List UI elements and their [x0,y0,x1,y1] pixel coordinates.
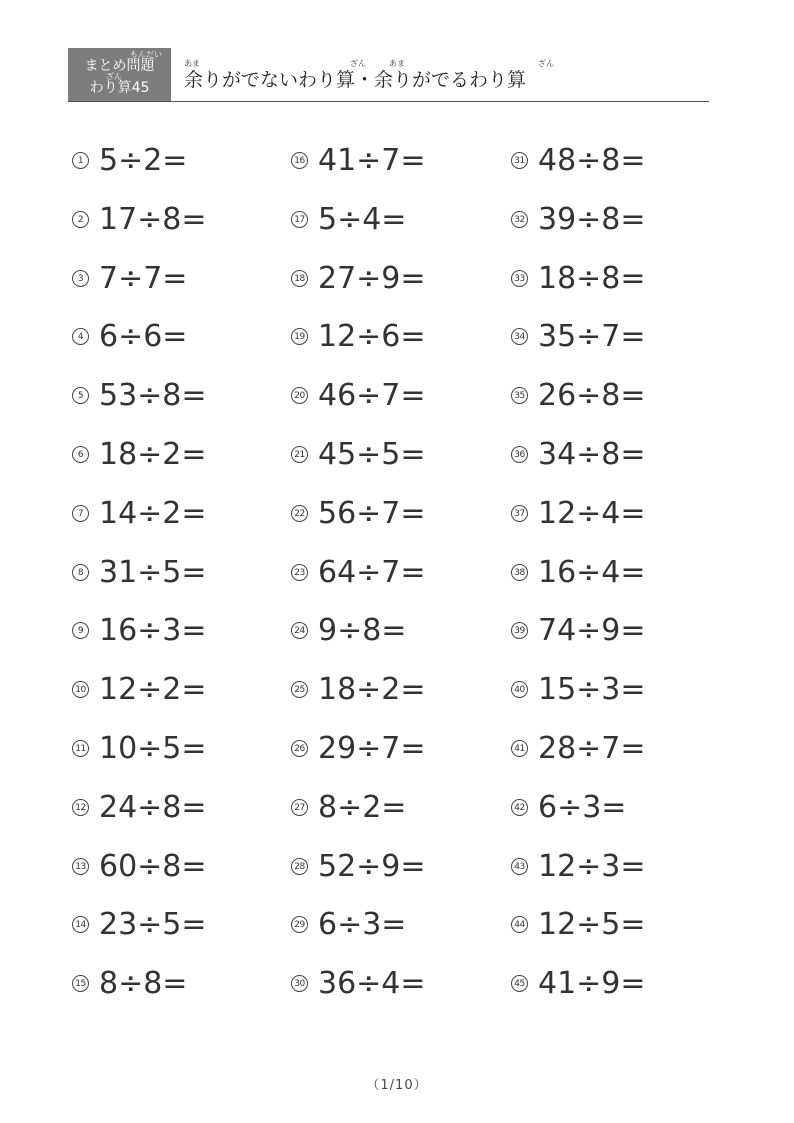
problem-expression: 28÷7= [538,731,646,766]
problem-number: 30 [291,975,308,992]
problem-expression: 41÷7= [318,143,426,178]
problem-expression: 12÷5= [538,907,646,943]
problem-number: 23 [291,564,308,581]
problem-expression: 12÷4= [538,495,646,531]
problem-expression: 18÷2= [318,672,426,708]
worksheet-title: 余りがでないわり算・余りがでるわり算 [184,69,527,91]
problem-number: 28 [291,858,308,875]
badge-line-warizan: わり算45 [89,80,150,96]
title-ruby-ama-1: あま [184,59,200,68]
problem-expression: 8÷8= [99,966,188,1002]
problem-number: 7 [72,505,89,522]
problem-number: 31 [511,152,528,169]
problem-number: 20 [291,387,308,404]
problem-expression: 12÷2= [99,672,207,708]
problem-number: 38 [511,564,528,581]
problem-expression: 8÷2= [318,789,407,825]
problem-number: 11 [72,740,89,757]
problem-number: 26 [291,740,308,757]
problem-number: 42 [511,799,528,816]
title-ruby-ama-2: あま [389,59,405,68]
problem-number: 5 [72,387,89,404]
problem-expression: 16÷3= [99,613,207,649]
problem-number: 22 [291,505,308,522]
problem-number: 21 [291,446,308,463]
problem-expression: 26÷8= [538,378,646,414]
problem-expression: 53÷8= [99,378,207,414]
problem-number: 19 [291,328,308,345]
problem-expression: 6÷6= [99,319,188,355]
problem-number: 34 [511,328,528,345]
problem-expression: 45÷5= [318,437,426,472]
problem-expression: 6÷3= [538,789,627,825]
title-ruby-zan-2: ざん [538,59,554,68]
problem-number: 43 [511,858,528,875]
problem-number: 35 [511,387,528,404]
problem-expression: 5÷4= [318,201,407,237]
problem-number: 32 [511,211,528,228]
problem-expression: 39÷8= [538,201,646,237]
problem-number: 18 [291,270,308,287]
problem-expression: 24÷8= [99,789,207,825]
problem-number: 41 [511,740,528,757]
problem-number: 10 [72,681,89,698]
problem-expression: 10÷5= [99,731,207,766]
problem-expression: 12÷3= [538,848,646,884]
problem-number: 12 [72,799,89,816]
problem-number: 15 [72,975,89,992]
problem-expression: 16÷4= [538,554,646,590]
problem-expression: 74÷9= [538,613,646,649]
problem-expression: 36÷4= [318,966,426,1002]
problem-number: 44 [511,916,528,933]
problem-expression: 64÷7= [318,554,426,590]
problem-expression: 60÷8= [99,848,207,884]
problem-expression: 46÷7= [318,378,426,414]
problem-number: 29 [291,916,308,933]
problem-expression: 31÷5= [99,554,207,590]
problem-number: 33 [511,270,528,287]
page-number: （1/10） [366,1078,428,1093]
problem-number: 9 [72,622,89,639]
title-ruby-zan-1: ざん [350,59,366,68]
problem-expression: 52÷9= [318,848,426,884]
problem-expression: 9÷8= [318,613,407,649]
problem-expression: 29÷7= [318,731,426,766]
badge-line-matome: まとめ問題 [84,58,155,74]
problem-number: 37 [511,505,528,522]
problem-expression: 35÷7= [538,319,646,355]
problem-number: 16 [291,152,308,169]
problem-expression: 7÷7= [99,260,188,296]
problem-expression: 15÷3= [538,672,646,708]
problem-number: 45 [511,975,528,992]
problem-expression: 5÷2= [99,143,188,178]
problem-expression: 12÷6= [318,319,426,355]
badge-ruby-zan: ざん [106,72,122,81]
badge-ruby-mondai: もんだい [130,50,162,59]
problem-number: 6 [72,446,89,463]
problem-expression: 27÷9= [318,260,426,296]
problem-number: 27 [291,799,308,816]
problem-expression: 6÷3= [318,907,407,943]
problem-number: 25 [291,681,308,698]
problem-number: 24 [291,622,308,639]
problem-expression: 41÷9= [538,966,646,1002]
problem-number: 39 [511,622,528,639]
problem-expression: 17÷8= [99,201,207,237]
problem-number: 40 [511,681,528,698]
problem-number: 1 [72,152,89,169]
problem-expression: 34÷8= [538,437,646,472]
problem-expression: 23÷5= [99,907,207,943]
problem-number: 4 [72,328,89,345]
problem-number: 13 [72,858,89,875]
problem-expression: 18÷2= [99,437,207,472]
problem-expression: 48÷8= [538,143,646,178]
problem-number: 8 [72,564,89,581]
problem-number: 3 [72,270,89,287]
problem-number: 36 [511,446,528,463]
problem-expression: 56÷7= [318,495,426,531]
problem-number: 2 [72,211,89,228]
problem-expression: 18÷8= [538,260,646,296]
problem-expression: 14÷2= [99,495,207,531]
problem-number: 17 [291,211,308,228]
problem-number: 14 [72,916,89,933]
